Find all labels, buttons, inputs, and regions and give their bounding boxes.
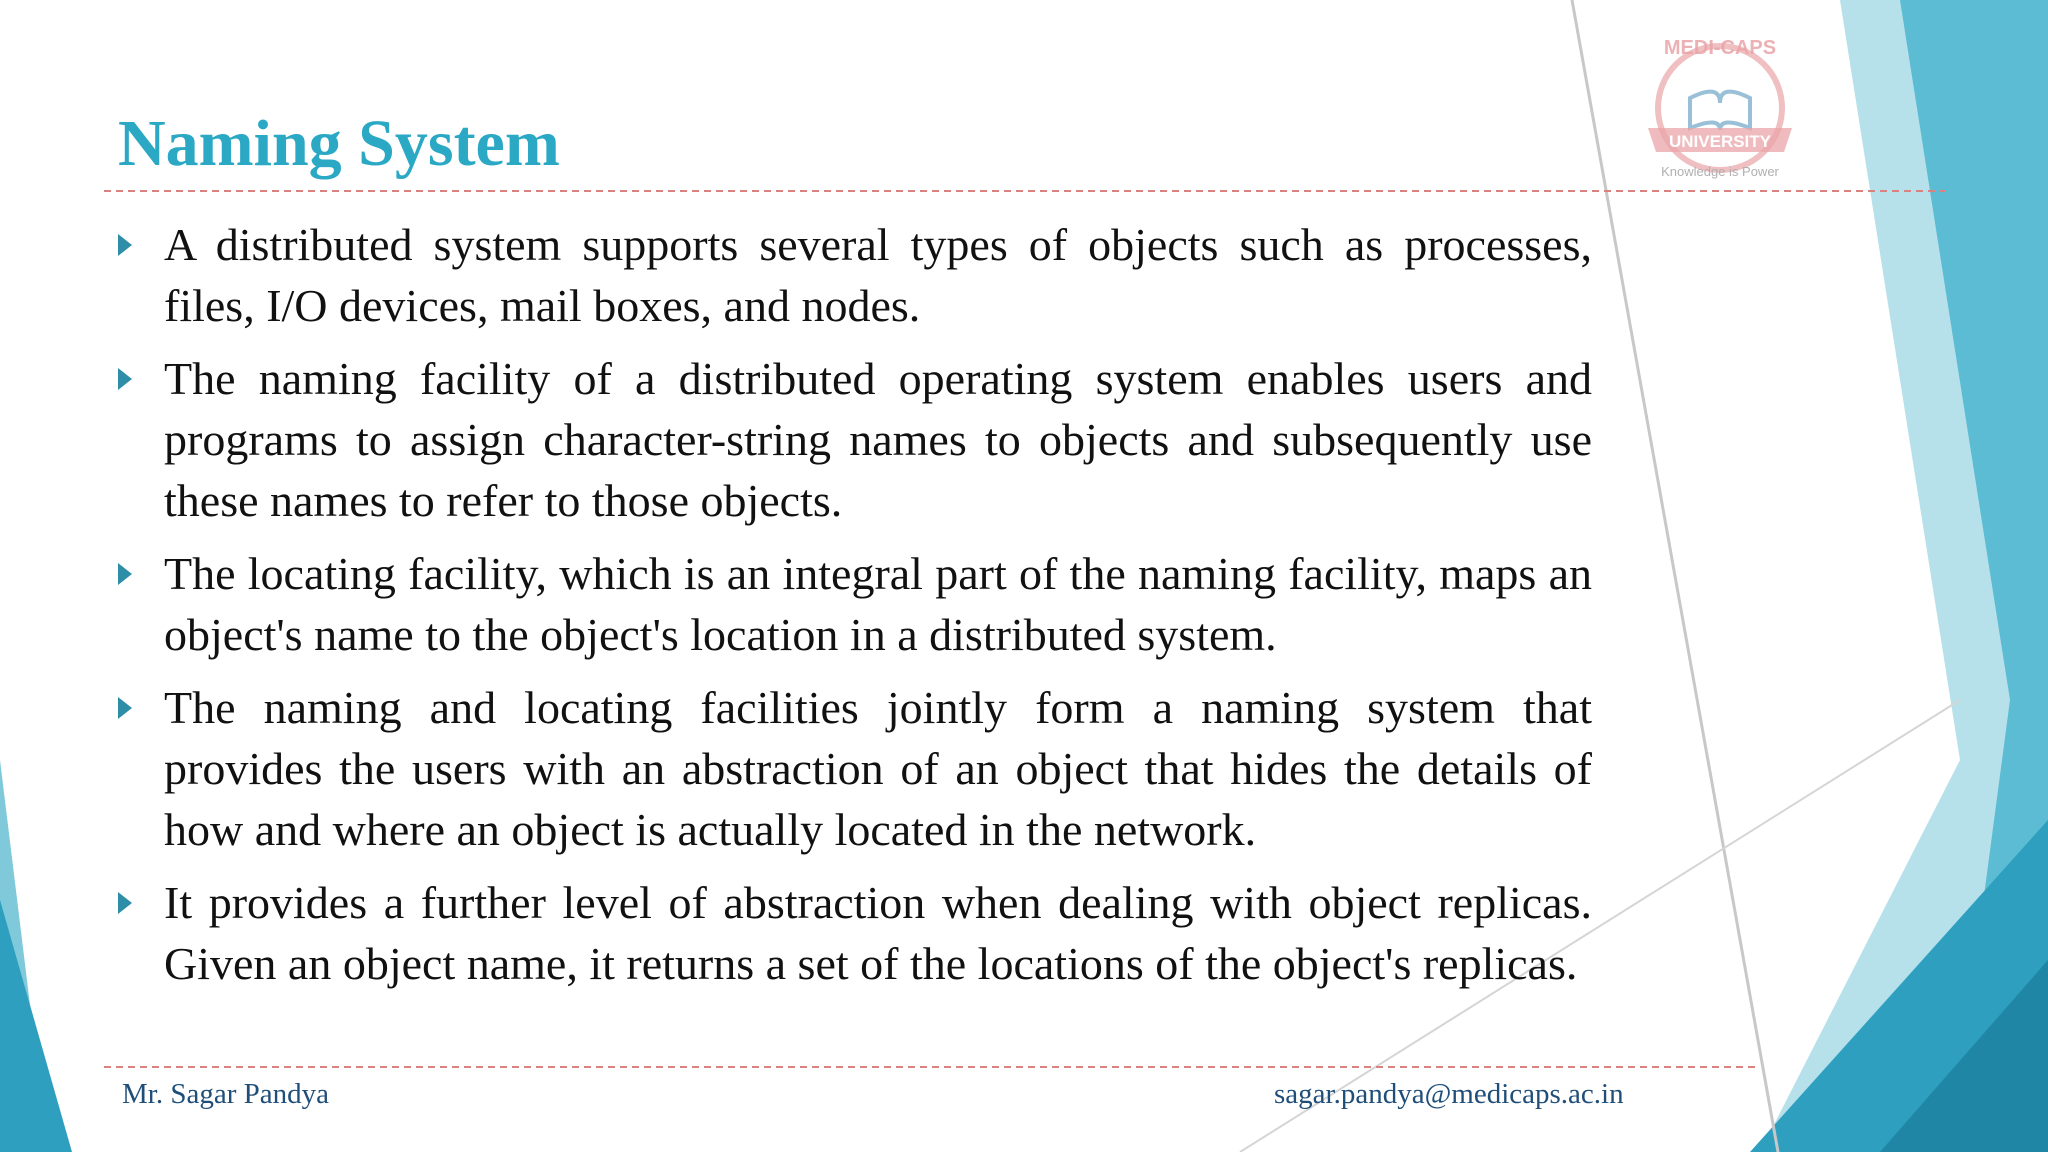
list-item [118,214,1592,336]
triangle-right-icon [118,677,164,724]
bullet-text: The locating facility, which is an integral part of the naming facility, maps an object's name to the object's location in a distributed system. [164,548,1592,660]
list-item [118,348,1592,531]
bullet-list [118,214,1592,1006]
footer-email: sagar.pandya@medicaps.ac.in [1274,1078,1624,1110]
footer-author: Mr. Sagar Pandya [122,1078,329,1110]
university-logo [1620,28,1820,188]
triangle-right-icon [118,543,164,590]
logo-book-icon [1690,92,1750,130]
slide-title: Naming System [118,107,560,180]
logo-banner-text: UNIVERSITY [1668,132,1772,151]
bullet-text: The naming facility of a distributed operating system enables users and programs to assign character-string names to objects and subsequently use these names to refer to those objects. [164,353,1592,526]
logo-name: MEDI-CAPS [1663,37,1777,59]
list-item [118,543,1592,665]
bullet-text: It provides a further level of abstraction when dealing with object replicas. Given an object name, it returns a set of the locations of the object's replicas. [164,877,1592,989]
list-item [118,677,1592,860]
triangle-right-icon [118,872,164,919]
logo-tagline: Knowledge is Power [1661,164,1779,179]
bullet-text: A distributed system supports several types of objects such as processes, files, I/O devices, mail boxes, and nodes. [164,219,1592,331]
bullet-text: The naming and locating facilities jointly form a naming system that provides the users with an abstraction of an object that hides the details of how and where an object is actually located in the network. [164,682,1592,855]
triangle-right-icon [118,348,164,395]
list-item [118,872,1592,994]
triangle-right-icon [118,214,164,261]
